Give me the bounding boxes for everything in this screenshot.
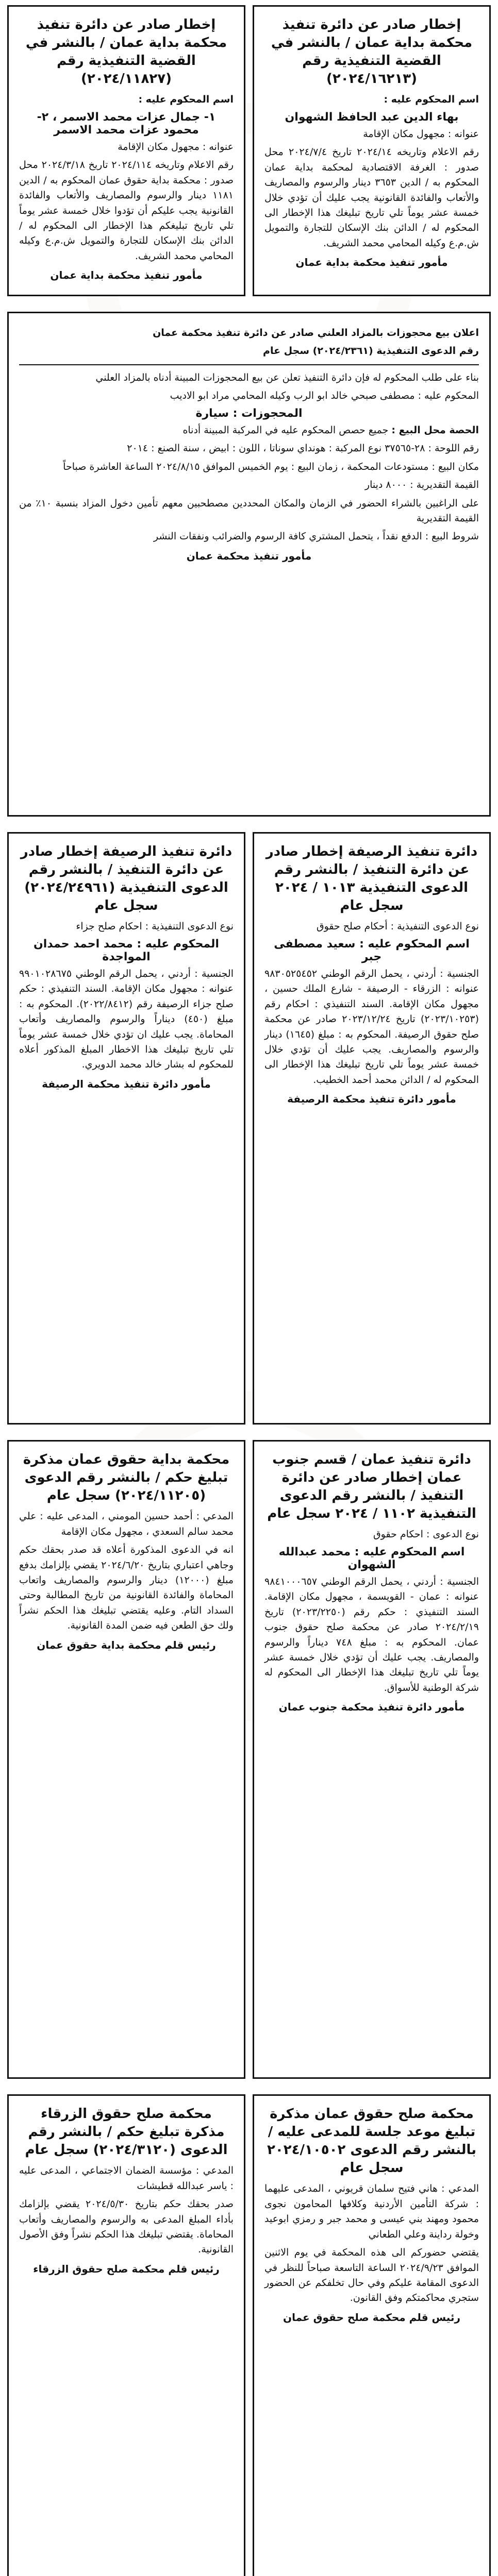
notice-7 <box>7 1440 245 2079</box>
notice-body: رقم الاعلام وتاريخه ٢٠٢٤/١١٤ تاريخ ٢٠٢٤/٣/١٨ محل صدور : محكمة بداية حقوق عمان المحكوم به / الدين ١١٨١ دينار والرسوم والمصاريف والأتعاب والفائدة القانونية يجب عليكم أن تؤدوا خلال خمسة عشر يوماً تلي تاريخ تبليغكم هذا الإخطار الى المحكوم له / الدائن بنك الإسكان للتجارة والتمويل ش.م.ع وكيله المحامي محمد الشريف. <box>19 159 234 262</box>
notice-body: انه في الدعوى المذكورة أعلاه قد صدر بحقك حكم وجاهي اعتباري بتاريخ ٢٠٢٤/٦/٢٠ يقضي بإلزامك بدفع مبلغ (١٢٠٠٠) دينار والرسوم والمصاريف واتعاب المحاماة والفائدة القانونية من تاريخ المطالبة وحتى السداد التام. وعليه يقتضي تبليغك هذا الحكم نشراً ولك حق الطعن فيه ضمن المدة القانونية. <box>19 1544 234 1632</box>
auction-heading: اعلان بيع محجوزات بالمزاد العلني صادر عن دائرة تنفيذ محكمة عمان <box>153 327 479 338</box>
notice-title: دائرة تنفيذ الرصيفة إخطار صادر عن دائرة التنفيذ / بالنشر رقم الدعوى التنفيذية (٢٠٢٤/٢٤٩٦١) سجل عام <box>20 844 233 914</box>
debtor-name: اسم المحكوم عليه : محمد عبدالله الشهوان <box>278 1545 465 1571</box>
debtor-names: ١- جمال عزات محمد الاسمر ، ٢- محمود عزات محمد الاسمر <box>37 110 216 137</box>
parties: المدعي : أحمد حسين المومني ، المدعى عليه : علي محمد سالم السعدي ، مجهول مكان الإقامة <box>19 1511 234 1537</box>
debtor-name: بهاء الدين عبد الحافظ الشهوان <box>285 110 459 124</box>
case-type: نوع الدعوى التنفيذية : أحكام صلح حقوق <box>316 921 479 933</box>
notice-8 <box>253 2094 491 2576</box>
notice-footer: رئيس قلم محكمة بداية حقوق عمان <box>37 1638 216 1651</box>
parties: المدعي : مؤسسة الضمان الاجتماعي ، المدعى عليه : ياسر عبدالله قطيشات <box>19 2165 234 2192</box>
notice-footer: مأمور دائرة تنفيذ محكمة جنوب عمان <box>278 1701 465 1714</box>
auction-item-title: المحجوزات : سيارة <box>195 406 303 420</box>
debtor-name: المحكوم عليه : محمد احمد حمدان المواجدة <box>34 937 219 963</box>
auction-line: مكان البيع : مستودعات المحكمة ، زمان البيع : يوم الخميس الموافق ٢٠٢٤/٨/١٥ الساعة العاشرة صباحاً <box>63 461 479 472</box>
notice-body: الجنسية : أردني ، يحمل الرقم الوطني ٩٨٤١٠٠٠٦٥٧ عنوانه : عمان - القويسمة ، مجهول مكان الإقامة. السند التنفيذي : حكم رقم (٢٠٢٣/٢٢٥٠) تاريخ ٢٠٢٤/٢/١٩ صادر عن محكمة صلح حقوق جنوب عمان. المحكوم به : مبلغ ٧٤٨ ديناراً والرسوم والمصاريف. يجب عليك أن تؤدي خلال خمسة عشر يوماً تلي تاريخ تبليغك هذا الإخطار الى المحكوم له شركة الوطنية للأسواق. <box>264 1575 479 1693</box>
notice-4 <box>253 832 491 1425</box>
auction-seller: المحكوم عليه : مصطفى صبحي خالد ابو الرب وكيله المحامي مراد ابو الاديب <box>170 390 479 402</box>
debtor-label: اسم المحكوم عليه : <box>138 94 234 106</box>
notice-title: محكمة صلح حقوق عمان مذكرة تبليغ موعد جلسة للمدعى عليه / بالنشر رقم الدعوى ٢٠٢٤/١٠٥٠٢ سجل عام <box>267 2106 476 2176</box>
notice-title: محكمة بداية حقوق عمان مذكرة تبليغ حكم / بالنشر رقم الدعوى (٢٠٢٤/١١٢٠٥) سجل عام <box>23 1452 230 1504</box>
notice-footer: مأمور دائرة تنفيذ محكمة الرصيفة <box>287 1093 456 1106</box>
case-type: نوع الدعوى : احكام حقوق <box>373 1529 479 1540</box>
parties: المدعي : هاني فتيح سلمان قريوني ، المدعى عليهما : شركة التأمين الأردنية وكلافها المحامون نجوى محمود ومهند بني عيسى و محمد جبر و رمزي ابوعيد وخولة رداينة وعلي الطعاني <box>264 2183 479 2240</box>
auction-case-number: رقم الدعوى التنفيذية (٢٠٢٤/٢٣٦١) سجل عام <box>263 345 479 357</box>
notice-2 <box>7 5 245 296</box>
notice-3-auction <box>7 312 491 817</box>
notice-footer: مأمور دائرة تنفيذ محكمة الرصيفة <box>42 1077 211 1090</box>
notice-1 <box>253 5 491 296</box>
divider <box>19 364 479 365</box>
case-type: نوع الدعوى التنفيذية : احكام صلح جزاء <box>76 921 234 933</box>
debtor-label: اسم المحكوم عليه : <box>384 94 479 106</box>
debtor-name: اسم المحكوم عليه : سعيد مصطفى جبر <box>274 937 470 963</box>
auction-line: على الراغبين بالشراء الحضور في الزمان والمكان المحددين مصطحبين معهم تأمين دخول المزاد بنسبة ١٠٪ من القيمة التقديرية <box>19 497 479 524</box>
notice-6 <box>253 1440 491 2079</box>
auction-line: شروط البيع : الدفع نقداً ، يتحمل المشتري كافة الرسوم والضرائب ونفقات النشر <box>153 531 479 543</box>
notice-footer: مأمور تنفيذ محكمة عمان <box>186 549 312 562</box>
notice-title: إخطار صادر عن دائرة تنفيذ محكمة بداية عمان / بالنشر في القضية التنفيذية رقم (٢٠٢٤/١١٨٢٧) <box>25 17 227 87</box>
auction-line: القيمة التقديرية : ٨٠٠٠ دينار <box>364 479 479 491</box>
address: عنوانه : مجهول مكان الإقامة <box>118 141 234 152</box>
notice-title: دائرة تنفيذ الرصيفة إخطار صادر عن دائرة التنفيذ / بالنشر رقم الدعوى التنفيذية ١٠١٣ / ٢٠٢٤ سجل عام <box>265 844 478 914</box>
notice-9 <box>7 2094 245 2576</box>
notice-footer: مأمور تنفيذ محكمة بداية عمان <box>50 269 203 282</box>
notice-footer: رئيس قلم محكمة صلح حقوق عمان <box>283 2311 460 2324</box>
notice-body: الجنسية : أردني ، يحمل الرقم الوطني ٩٩٠١٠٢٨٦٧٥ عنوانه : مجهول مكان الإقامة. السند التنفيذي : حكم صلح جزاء الرصيفة رقم (٢٠٢٢/٨٤١٢). المحكوم به : مبلغ (٤٥٠) ديناراً والرسوم والمصاريف وأتعاب المحاماة. يجب عليك ان تؤدي خلال خمسة عشر يوماً تلي تاريخ تبليغك هذا الاخطار المبلغ المذكور أعلاه للمحكوم له بشار خالد محمد الدويري. <box>19 968 234 1071</box>
notice-footer: مأمور تنفيذ محكمة بداية عمان <box>295 256 448 269</box>
notice-body: رقم الاعلام وتاريخه ٢٠٢٤/١٤ تاريخ ٢٠٢٤/٧/٤ محل صدور : الغرفة الاقتصادية لمحكمة بداية عمان المحكوم به / الدين ٣٦٥٣ دينار والرسوم والمصاريف والأتعاب والفائدة القانونية يجب عليك أن تؤدي خلال خمسة عشر يوماً تلي تاريخ تبليغك هذا الإخطار الى المحكوم له / الدائن بنك الإسكان للتجارة والتمويل ش.م.ع وكيله المحامي محمد الشريف. <box>264 146 479 249</box>
notice-5 <box>7 832 245 1425</box>
notice-footer: رئيس قلم محكمة صلح حقوق الزرقاء <box>33 2262 220 2275</box>
lot-value: جميع حصص المحكوم عليه في المركبة المبينة أدناه <box>182 424 389 436</box>
notice-body: صدر بحقك حكم بتاريخ ٢٠٢٤/٥/٣٠ يقضي بإلزامك بأداء المبلغ المدعى به والرسوم والمصاريف وأتعاب المحاماة. يقتضي تبليغك هذا الحكم نشراً وفق الأصول القانونية. <box>19 2198 234 2256</box>
auction-lead: بناء على طلب المحكوم له فإن دائرة التنفيذ تعلن عن بيع المحجوزات المبينة أدناه بالمزاد العلني <box>95 371 479 383</box>
auction-line: رقم اللوحة : ٢٨-٣٧٥٦٥ نوع المركبة : هونداي سوناتا ، اللون : ابيض ، سنة الصنع : ٢٠١٤ <box>127 443 479 454</box>
notice-body: الجنسية : أردني ، يحمل الرقم الوطني ٩٨٣٠٥٢٥٤٥٢ عنوانه : الزرقاء - الرصيفة - شارع الملك حسين ، مجهول مكان الإقامة. السند التنفيذي : احكام رقم (٢٠٢٣/١٠٢٥٣) تاريخ ٢٠٢٣/١٢/٢٤ صادر عن محكمة صلح حقوق الرصيفة. المحكوم به : مبلغ (١٦٤٥) دينار والرسوم والمصاريف. يجب عليك أن تؤدي خلال خمسة عشر يوماً تلي تاريخ تبليغك هذا الإخطار الى المحكوم له / الدائن محمد أحمد الخطيب. <box>264 968 479 1086</box>
notice-title: إخطار صادر عن دائرة تنفيذ محكمة بداية عمان / بالنشر في القضية التنفيذية رقم (٢٠٢٤/١٦٢١٣) <box>271 17 473 87</box>
lot-label: الحصة محل البيع : <box>391 424 479 436</box>
notice-title: دائرة تنفيذ عمان / قسم جنوب عمان إخطار صادر عن دائرة التنفيذ / بالنشر رقم الدعوى التنفيذية ١١٠٢ / ٢٠٢٤ سجل عام <box>267 1452 476 1522</box>
notice-body: يقتضي حضوركم الى هذه المحكمة في يوم الاثنين الموافق ٢٠٢٤/٩/٢٣ الساعة التاسعة صباحاً للنظر في الدعوى المقامة عليكم وفي حال تخلفكم عن الحضور ستجري محاكمتكم وفق القانون. <box>264 2247 479 2304</box>
notice-title: محكمة صلح حقوق الزرقاء مذكرة تبليغ حكم / بالنشر رقم الدعوى (٢٠٢٤/٣١٢٠) سجل عام <box>25 2106 228 2158</box>
address: عنوانه : مجهول مكان الإقامة <box>363 128 479 140</box>
